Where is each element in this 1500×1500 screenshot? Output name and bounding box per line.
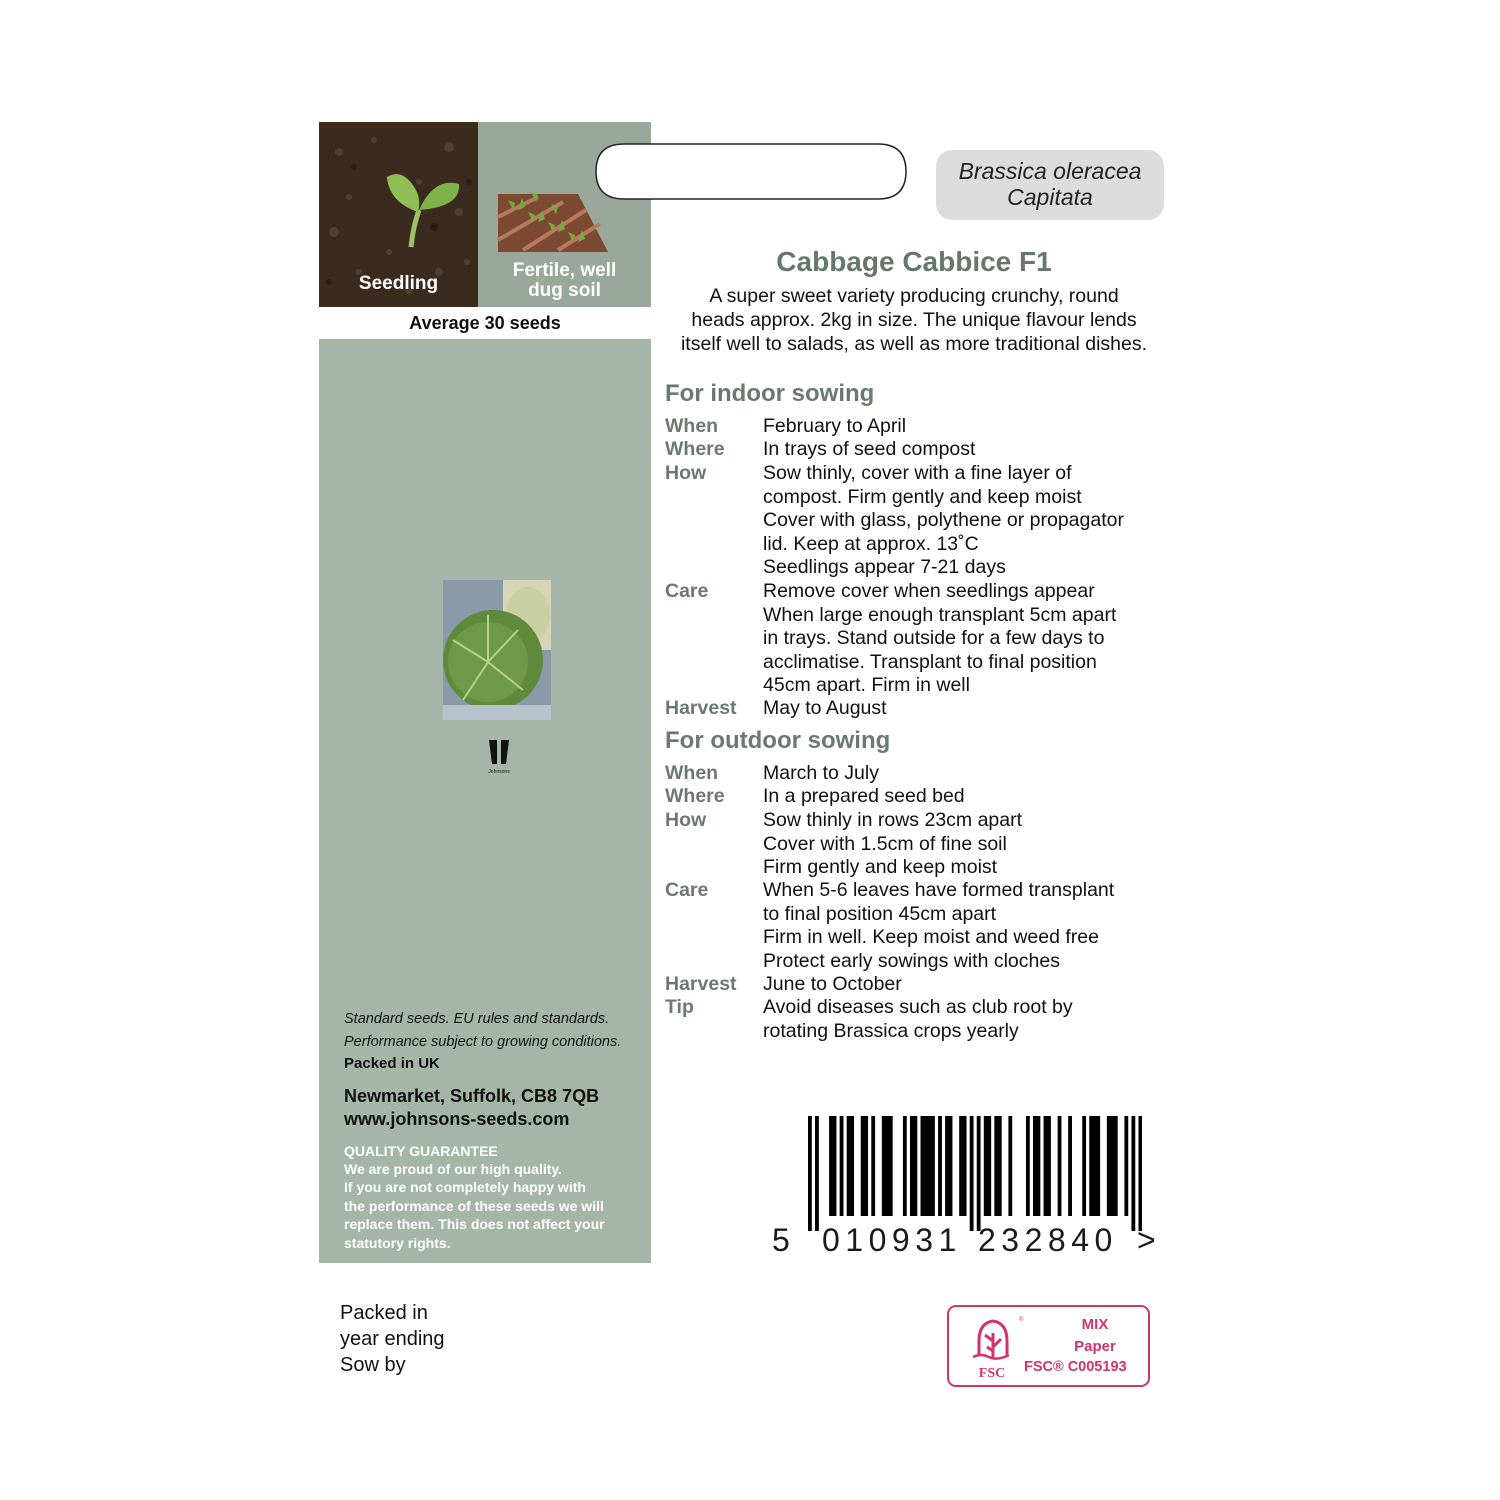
value-line: compost. Firm gently and keep moist bbox=[763, 485, 1082, 508]
barcode-bar bbox=[931, 1116, 935, 1216]
value-line: June to October bbox=[763, 973, 902, 995]
indoor-sowing-heading: For indoor sowing bbox=[665, 380, 875, 407]
barcode-bar bbox=[921, 1116, 925, 1216]
value-line: 45cm apart. Firm in well bbox=[763, 674, 970, 696]
barcode-bar bbox=[1089, 1116, 1093, 1216]
barcode-bar bbox=[1026, 1116, 1030, 1216]
value-line: In trays of seed compost bbox=[763, 438, 976, 460]
barcode-bar bbox=[910, 1116, 914, 1216]
company-address bbox=[344, 1085, 599, 1131]
indoor-care-value bbox=[763, 580, 1116, 698]
barcode-digits-left: 010931 bbox=[822, 1222, 962, 1258]
indoor-where-label: Where bbox=[665, 438, 725, 460]
barcode-bar bbox=[833, 1116, 837, 1216]
indoor-harvest-value bbox=[763, 697, 887, 721]
barcode-bar bbox=[945, 1116, 949, 1216]
fsc-paper: Paper bbox=[1074, 1338, 1116, 1355]
barcode-bar bbox=[903, 1116, 907, 1216]
value-line: Cover with 1.5cm of fine soil bbox=[763, 832, 1007, 855]
website-url: www.johnsons-seeds.com bbox=[344, 1109, 570, 1129]
soil-label bbox=[478, 261, 651, 301]
value-line: Remove cover when seedlings appear bbox=[763, 580, 1095, 602]
description-line: heads approx. 2kg in size. The unique flavour lends bbox=[691, 309, 1137, 331]
quality-line: If you are not completely happy with bbox=[344, 1179, 586, 1196]
barcode-bar bbox=[889, 1116, 893, 1216]
indoor-when-label: When bbox=[665, 415, 719, 437]
latin-name-line1: Brassica oleracea bbox=[958, 158, 1142, 184]
barcode-bar bbox=[913, 1116, 917, 1216]
value-line: Protect early sowings with cloches bbox=[763, 949, 1060, 972]
value-line: When large enough transplant 5cm apart bbox=[763, 603, 1117, 626]
outdoor-harvest-value bbox=[763, 973, 902, 997]
barcode-bar bbox=[1068, 1116, 1072, 1216]
barcode-bar bbox=[1082, 1116, 1086, 1216]
value-line: Firm in well. Keep moist and weed free bbox=[763, 926, 1099, 948]
indoor-how-value bbox=[763, 462, 1124, 580]
barcode-bar bbox=[959, 1116, 963, 1216]
barcode-bar bbox=[938, 1116, 942, 1216]
barcode-bar bbox=[1008, 1116, 1012, 1216]
fsc-badge bbox=[947, 1305, 1150, 1387]
barcode-bar bbox=[994, 1116, 998, 1216]
value-line: Sow thinly, cover with a fine layer of bbox=[763, 462, 1072, 484]
description-line: itself well to salads, as well as more traditional dishes. bbox=[680, 333, 1148, 355]
barcode-bar bbox=[998, 1116, 1002, 1216]
seedling-tile bbox=[319, 122, 478, 307]
barcode bbox=[808, 1116, 1142, 1231]
outdoor-tip-label: Tip bbox=[665, 996, 694, 1018]
packed-in-uk: Packed in UK bbox=[344, 1055, 440, 1072]
value-line: to final position 45cm apart bbox=[763, 902, 997, 925]
hang-hole bbox=[594, 142, 908, 201]
indoor-when-value bbox=[763, 415, 906, 439]
product-title: Cabbage Cabbice F1 bbox=[776, 246, 1052, 277]
barcode-bar bbox=[1114, 1116, 1118, 1216]
packed-in-line: Packed in bbox=[340, 1302, 428, 1324]
barcode-bar bbox=[1044, 1116, 1048, 1216]
value-line: lid. Keep at approx. 13˚C bbox=[763, 532, 979, 555]
value-line: March to July bbox=[763, 762, 879, 784]
barcode-bar bbox=[1033, 1116, 1037, 1216]
value-line: acclimatise. Transplant to final position bbox=[763, 650, 1097, 673]
info-side-panel bbox=[319, 122, 651, 1263]
barcode-bar bbox=[970, 1116, 974, 1231]
barcode-bar bbox=[829, 1116, 833, 1216]
outdoor-care-value bbox=[763, 879, 1114, 973]
indoor-how-label: How bbox=[665, 462, 707, 484]
legal-line: Standard seeds. EU rules and standards. bbox=[344, 1011, 610, 1027]
barcode-bar bbox=[924, 1116, 928, 1216]
value-line: Seedlings appear 7-21 days bbox=[763, 556, 1006, 578]
cabbage-photo bbox=[443, 580, 551, 720]
soil-label-line2: dug soil bbox=[528, 280, 601, 301]
outdoor-how-label: How bbox=[665, 809, 707, 831]
barcode-bar bbox=[987, 1116, 991, 1216]
barcode-bar bbox=[850, 1116, 854, 1216]
barcode-bar bbox=[1110, 1116, 1114, 1216]
value-line: rotating Brassica crops yearly bbox=[763, 1019, 1019, 1042]
value-line: Avoid diseases such as club root by bbox=[763, 996, 1073, 1018]
quality-line: replace them. This does not affect your bbox=[344, 1216, 605, 1233]
seedling-label: Seedling bbox=[358, 273, 439, 294]
barcode-bar bbox=[882, 1116, 886, 1216]
fsc-logo-text: FSC bbox=[978, 1366, 1006, 1381]
outdoor-sowing-heading: For outdoor sowing bbox=[665, 727, 891, 754]
product-description bbox=[660, 284, 1168, 356]
barcode-bar bbox=[1058, 1116, 1062, 1216]
barcode-first-digit: 5 bbox=[772, 1222, 790, 1258]
value-line: Firm gently and keep moist bbox=[763, 856, 998, 878]
outdoor-how-value bbox=[763, 809, 1022, 880]
brand-logo-text: Johnsons bbox=[488, 769, 510, 775]
description-line: A super sweet variety producing crunchy, round bbox=[709, 285, 1119, 307]
barcode-bar bbox=[847, 1116, 851, 1216]
outdoor-tip-value bbox=[763, 996, 1073, 1043]
latin-name-box bbox=[936, 150, 1164, 220]
indoor-harvest-label: Harvest bbox=[665, 697, 737, 719]
brand-logo bbox=[479, 736, 519, 776]
value-line: When 5-6 leaves have formed transplant bbox=[763, 879, 1115, 901]
barcode-bar bbox=[815, 1116, 819, 1231]
sow-by-line: Sow by bbox=[340, 1354, 406, 1376]
latin-name-line2: Capitata bbox=[1007, 184, 1093, 210]
legal-note bbox=[344, 1008, 644, 1054]
outdoor-where-label: Where bbox=[665, 785, 725, 807]
outdoor-when-label: When bbox=[665, 762, 719, 784]
value-line: May to August bbox=[763, 697, 887, 719]
barcode-bar bbox=[1093, 1116, 1097, 1216]
barcode-bar bbox=[977, 1116, 981, 1231]
barcode-bar bbox=[1138, 1116, 1142, 1231]
barcode-bar bbox=[1037, 1116, 1041, 1216]
barcode-bar bbox=[1124, 1116, 1128, 1216]
indoor-care-label: Care bbox=[665, 580, 709, 602]
registered-mark: ® bbox=[1019, 1317, 1024, 1323]
value-line: in trays. Stand outside for a few days to bbox=[763, 627, 1105, 649]
barcode-bar bbox=[949, 1116, 953, 1216]
outdoor-harvest-label: Harvest bbox=[665, 973, 737, 995]
packed-in-block bbox=[340, 1300, 445, 1378]
value-line: February to April bbox=[763, 415, 907, 437]
outdoor-when-value bbox=[763, 762, 879, 786]
seed-count: Average 30 seeds bbox=[319, 307, 651, 339]
barcode-bar bbox=[928, 1116, 932, 1216]
address-line: Newmarket, Suffolk, CB8 7QB bbox=[344, 1086, 600, 1106]
barcode-bar bbox=[1107, 1116, 1111, 1216]
barcode-bar bbox=[840, 1116, 844, 1216]
quality-guarantee-title: QUALITY GUARANTEE bbox=[344, 1143, 498, 1159]
value-line: In a prepared seed bed bbox=[763, 785, 965, 807]
indoor-where-value bbox=[763, 438, 975, 462]
packed-in-line: year ending bbox=[340, 1328, 445, 1350]
barcode-bar bbox=[984, 1116, 988, 1216]
fsc-mix: MIX bbox=[1081, 1316, 1109, 1333]
outdoor-care-label: Care bbox=[665, 879, 709, 901]
value-line: Cover with glass, polythene or propagator bbox=[763, 509, 1124, 531]
fsc-license-code: FSC® C005193 bbox=[1024, 1359, 1127, 1375]
barcode-bar bbox=[1047, 1116, 1051, 1216]
barcode-bar bbox=[864, 1116, 868, 1216]
outdoor-where-value bbox=[763, 785, 965, 809]
quality-line: the performance of these seeds we will bbox=[344, 1197, 604, 1214]
barcode-end-marker: > bbox=[1137, 1222, 1156, 1258]
quality-line: statutory rights. bbox=[344, 1234, 451, 1251]
soil-label-line1: Fertile, well bbox=[512, 260, 617, 281]
quality-line: We are proud of our high quality. bbox=[344, 1161, 563, 1177]
value-line: Sow thinly in rows 23cm apart bbox=[763, 809, 1023, 831]
fsc-tree-icon bbox=[959, 1311, 1025, 1381]
barcode-bar bbox=[963, 1116, 967, 1216]
barcode-bar bbox=[871, 1116, 875, 1216]
barcode-bar bbox=[1096, 1116, 1100, 1216]
barcode-bar bbox=[1131, 1116, 1135, 1231]
barcode-bar bbox=[808, 1116, 812, 1231]
quality-guarantee-text bbox=[344, 1160, 649, 1252]
barcode-bar bbox=[861, 1116, 865, 1216]
barcode-bar bbox=[885, 1116, 889, 1216]
barcode-digits-right: 232840 bbox=[978, 1222, 1118, 1258]
fsc-mix-label bbox=[1063, 1314, 1127, 1358]
legal-line: Performance subject to growing conditions. bbox=[344, 1034, 622, 1050]
